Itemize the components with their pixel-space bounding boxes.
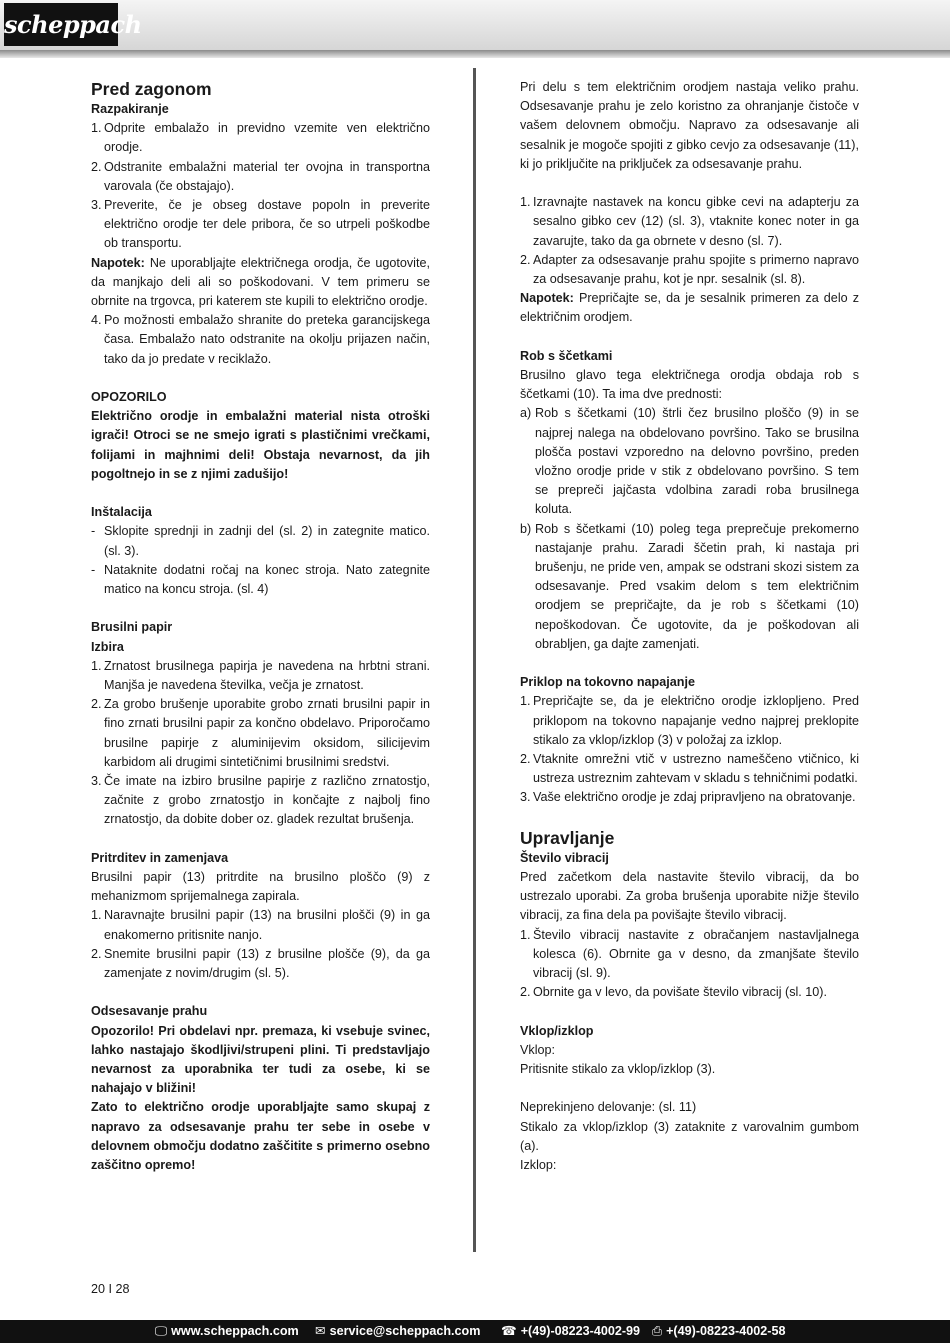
list-number: 2. — [91, 697, 102, 712]
list-text: Sklopite sprednji in zadnji del (sl. 2) in zategnite matico. (sl. 3). — [104, 524, 430, 558]
unpack-list — [91, 119, 430, 253]
brush-text: Brusilno glavo tega električnega orodja obdaja rob s ščetkami (10). Ta ima dve prednosti: — [520, 368, 859, 402]
list-text: Adapter za odsesavanje prahu spojite s primerno napravo za odsesavanje prahu, kot je npr. sesalnik (sl. 8). — [533, 252, 859, 287]
list-text: Prepričajte se, da je električno orodje izklopljeno. Pred priklopom na tokovno napajanje vedno najprej preklopite stikalo za vklop/izklop (3) v položaj za izklop. — [533, 694, 859, 747]
list-number: 1. — [520, 927, 531, 942]
footer-fax-text: +(49)-08223-4002-58 — [666, 1324, 786, 1338]
list-text: Odstranite embalažni material ter ovojna in transportna varovala (če obstajajo). — [104, 159, 430, 193]
list-text: Nataknite dodatni ročaj na konec stroja. Nato zategnite matico na koncu stroja. (sl. 4) — [104, 562, 430, 597]
section-title: Pred zagonom — [91, 79, 212, 99]
list-text: Rob s ščetkami (10) poleg tega preprečuje prekomerno nastajanje prahu. Zaradi ščetin prah, ki nastaja pri brušenju, ne pride ven, ampak se odstrani skozi sistem za odsesavanje. Pred vsakim delom s tem električnim orodjem se prepričajte, da je rob s ščetkami (10) nepoškodovan. Če ugotovite, da je poškodovan ali obrabljen, ga dajte zamenjati. — [535, 521, 859, 651]
list-item — [91, 311, 430, 369]
list-item — [520, 520, 859, 654]
list-item — [520, 251, 859, 289]
list-text: Snemite brusilni papir (13) z brusilne plošče (9), da ga zamenjate z novim/drugim (sl. 5). — [104, 946, 430, 981]
list-item — [91, 119, 430, 157]
list-item — [91, 906, 430, 944]
right-column — [520, 78, 859, 1175]
list-text: Vtaknite omrežni vtič v ustrezno nameščeno vtičnico, ki ustreza ustreznim zahtevam v skladu s tehničnimi podatki. — [533, 752, 859, 786]
page-number: 20 I 28 — [91, 1282, 130, 1296]
dust-heading: Odsesavanje prahu — [91, 1004, 208, 1019]
list-text: Število vibracij nastavite z obračanjem nastavljalnega kolesca (6). Obrnite ga v desno, da zmanjšate število vibracij (sl. 9). — [533, 927, 859, 981]
list-text: Odprite embalažo in previdno vzemite ven električno orodje. — [104, 121, 430, 155]
dust-warning-2: Zato to električno orodje uporabljajte samo skupaj z napravo za odsesavanje prahu ter sebe in osebe v delovnem območju dodatno zaščitite s primerno osebno zaščitno opremo! — [91, 1100, 430, 1173]
attach-list — [91, 906, 430, 983]
note-text: Ne uporabljajte električnega orodja, če ugotovite, da manjkajo deli ali so poškodovani. V tem primeru se obrnite na trgovca, pri katerem ste kupili to električno orodje. — [91, 255, 430, 309]
list-number: 1. — [520, 195, 531, 210]
list-item — [520, 750, 859, 788]
list-item — [520, 404, 859, 519]
list-text: Rob s ščetkami (10) štrli čez brusilno ploščo (9) in se najprej nalega na obdelovano površino. Tako se brusilna plošča postavi vzporedno na delovno površino, preden vložno orodje pride v stik z obdelovano površino. S tem se prepreči jajčasta vdolbina zaradi roba brusilnega koluta. — [535, 406, 859, 517]
list-item — [520, 926, 859, 984]
list-item — [91, 158, 430, 196]
header-shadow — [0, 50, 950, 58]
choice-list — [91, 657, 430, 830]
on-text: Pritisnite stikalo za vklop/izklop (3). — [520, 1062, 716, 1077]
note-label: Napotek: — [91, 255, 145, 270]
list-item — [91, 772, 430, 830]
fax-icon: ⎙ — [652, 1324, 663, 1338]
on-label: Vklop: — [520, 1042, 556, 1057]
footer-fax — [652, 1320, 785, 1343]
list-number: 3. — [520, 790, 531, 805]
list-item — [520, 193, 859, 251]
header-bar — [0, 0, 950, 50]
list-item — [520, 983, 859, 1002]
list-item — [91, 561, 430, 599]
brand-logo: scheppach — [4, 3, 118, 46]
list-number: 2. — [91, 946, 102, 961]
note-text: Prepričajte se, da je sesalnik primeren za delo z električnim orodjem. — [520, 291, 859, 325]
list-item — [91, 945, 430, 983]
phone-icon: ☎ — [501, 1324, 517, 1338]
list-text: Po možnosti embalažo shranite do preteka garancijskega časa. Embalažo nato odstranite na okolju prijazen način, tako da jo predate v reciklažo. — [104, 313, 430, 366]
note-label: Napotek: — [520, 291, 574, 306]
install-list — [91, 522, 430, 599]
warning-heading: OPOZORILO — [91, 390, 167, 405]
continuous-text: Stikalo za vklop/izklop (3) zataknite z varovalnim gumbom (a). — [520, 1119, 859, 1153]
install-heading: Inštalacija — [91, 505, 152, 520]
footer-email-text: service@scheppach.com — [329, 1324, 481, 1338]
switch-heading: Vklop/izklop — [520, 1023, 594, 1038]
list-item — [520, 692, 859, 750]
note-paragraph — [91, 254, 430, 312]
footer-phone-text: +(49)-08223-4002-99 — [520, 1324, 641, 1338]
footer-web-text: www.scheppach.com — [171, 1324, 299, 1338]
attach-heading: Pritrditev in zamenjava — [91, 850, 229, 865]
dust-intro: Pri delu s tem električnim orodjem nastaja veliko prahu. Odsesavanje prahu je zelo koristno za ohranjanje čistoče v vašem delovnem območju. Napravo za odsesavanje ali sesalnik je mogoče spojiti z gibko cevjo za odsesavanje (11), ki jo priključite na priključek za odsesavanje prahu. — [520, 80, 859, 171]
brush-heading: Rob s ščetkami — [520, 348, 613, 363]
list-item — [91, 657, 430, 695]
attach-text: Brusilni papir (13) pritrdite na brusilno ploščo (9) z mehanizmom sprijemalnega zapirala. — [91, 870, 430, 904]
list-text: Zrnatost brusilnega papirja je navedena na hrbtni strani. Manjša je navedena številka, večja je zrnatost. — [104, 658, 430, 693]
list-number: 1. — [91, 908, 102, 923]
dust-list — [520, 193, 859, 289]
list-number: - — [91, 524, 96, 539]
list-item — [91, 695, 430, 772]
footer-phone — [501, 1320, 640, 1343]
dust-warning-1: Opozorilo! Pri obdelavi npr. premaza, ki vsebuje svinec, lahko nastajajo škodljivi/strupeni plini. Ti predstavljajo nevarnost za uporabnika ter tudi za osebe, ki se nahajajo v bližini! — [91, 1023, 430, 1096]
continuous-label: Neprekinjeno delovanje: (sl. 11) — [520, 1100, 697, 1115]
list-number: 1. — [520, 694, 531, 709]
mail-icon: ✉ — [315, 1324, 326, 1338]
list-text: Če imate na izbiro brusilne papirje z različno zrnatostjo, začnite z grobo zrnatostjo in končajte z najbolj fino zrnatostjo, da dobite dober oz. gladek rezultat brušenja. — [104, 774, 430, 827]
vib-heading: Število vibracij — [520, 850, 609, 865]
list-number: b) — [520, 521, 532, 536]
vib-text: Pred začetkom dela nastavite število vibracij, da bo ustrezalo uporabi. Za groba brušenja uporabite nižje število vibracij, za fina dela pa povišajte število vibracij. — [520, 870, 859, 923]
power-heading: Priklop na tokovno napajanje — [520, 675, 695, 690]
list-number: 2. — [91, 159, 102, 174]
note-paragraph — [520, 289, 859, 327]
list-number: 3. — [91, 774, 102, 789]
list-number: 1. — [91, 658, 102, 673]
operation-title: Upravljanje — [520, 827, 615, 848]
list-text: Za grobo brušenje uporabite grobo zrnati brusilni papir in fino zrnati brusilni papir za končno obdelavo. Priporočamo brusilne papirje z aluminijevim oksidom, silicijevim karbidom ali drugimi sintetičnimi brusilnimi sredstvi. — [104, 697, 430, 769]
choice-heading: Izbira — [91, 639, 124, 654]
list-number: a) — [520, 406, 532, 421]
column-divider — [473, 68, 476, 1252]
list-number: 1. — [91, 121, 102, 136]
footer-web[interactable] — [155, 1320, 299, 1343]
list-number: 2. — [520, 252, 531, 267]
warning-text: Električno orodje in embalažni material nista otroški igrači! Otroci se ne smejo igrati s plastičnimi vrečkami, folijami in majhnimi deli! Obstaja nevarnost, da jih pogoltnejo in se z njimi zadušijo! — [91, 409, 430, 481]
monitor-icon: 🖵 — [155, 1324, 168, 1338]
list-text: Obrnite ga v levo, da povišate število vibracij (sl. 10). — [533, 985, 827, 1000]
footer-email[interactable] — [315, 1320, 480, 1343]
vib-list — [520, 926, 859, 1003]
paper-heading: Brusilni papir — [91, 620, 173, 635]
brush-list — [520, 404, 859, 654]
power-list — [520, 692, 859, 807]
list-item — [91, 522, 430, 560]
list-text: Vaše električno orodje je zdaj pripravljeno na obratovanje. — [533, 790, 856, 805]
list-text: Izravnajte nastavek na koncu gibke cevi na adapterju za sesalno gibko cev (12) (sl. 3), vtaknite konec noter in ga zavarujte, tako da ga obrnete v desno (sl. 7). — [533, 195, 859, 248]
list-number: 2. — [520, 985, 531, 1000]
footer-bar — [0, 1320, 950, 1343]
left-column — [91, 78, 430, 1175]
list-item — [520, 788, 859, 807]
list-number: 3. — [91, 198, 102, 213]
list-item — [91, 196, 430, 254]
off-label: Izklop: — [520, 1158, 557, 1173]
list-text: Naravnajte brusilni papir (13) na brusilni plošči (9) in ga enakomerno pritisnite nanjo. — [104, 908, 430, 942]
unpack-heading: Razpakiranje — [91, 102, 169, 116]
list-number: 4. — [91, 313, 102, 328]
list-number: - — [91, 562, 96, 577]
list-number: 2. — [520, 752, 531, 767]
list-text: Preverite, če je obseg dostave popoln in preverite električno orodje ter dele pribora, če so utrpeli poškodbe ob transportu. — [104, 198, 430, 251]
